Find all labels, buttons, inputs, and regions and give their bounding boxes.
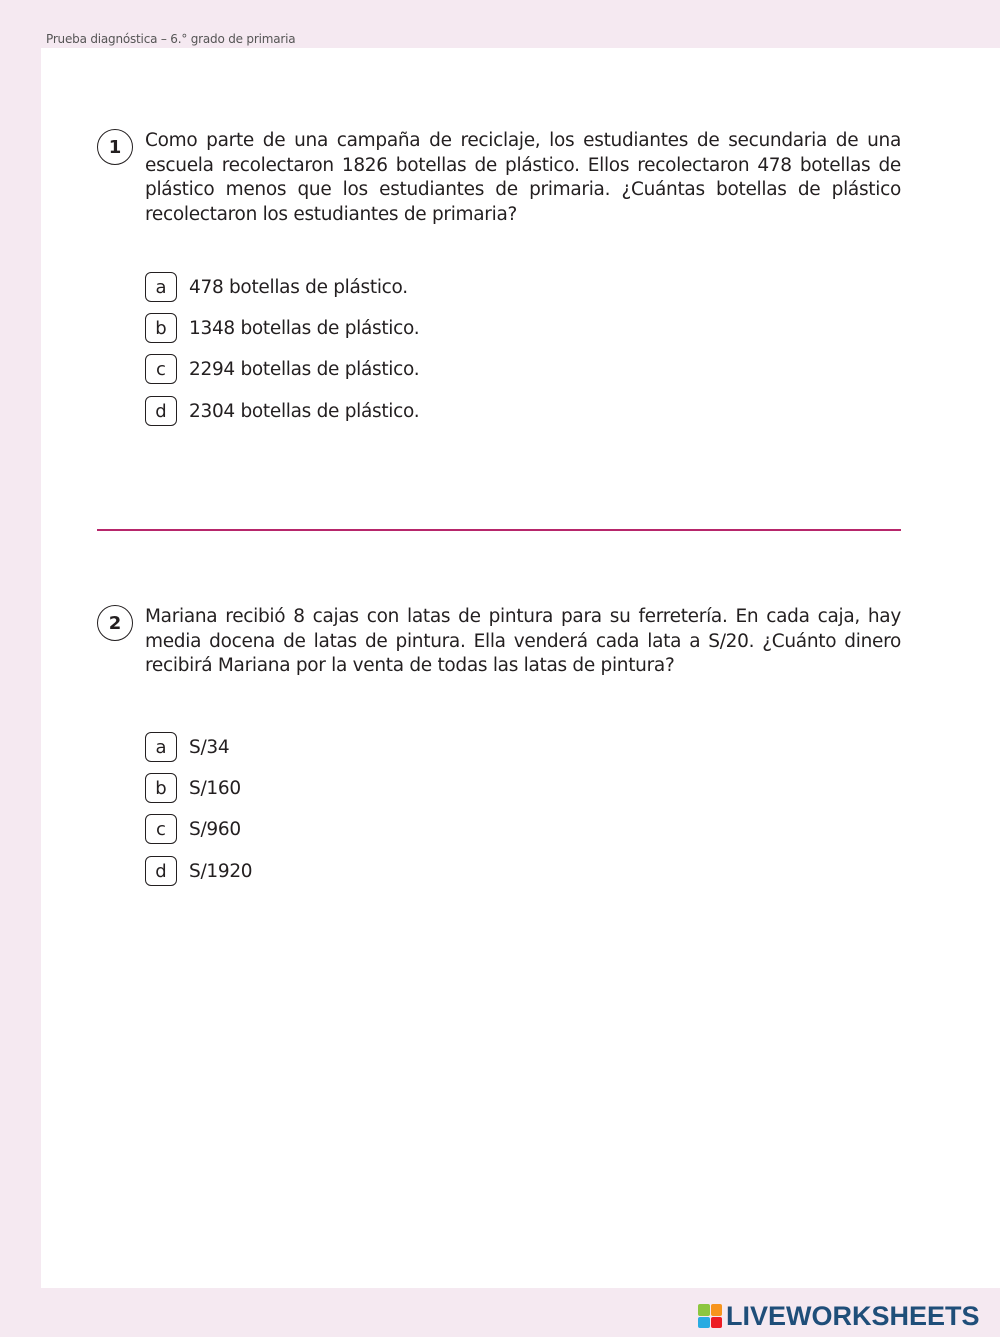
question-text: Mariana recibió 8 cajas con latas de pintura para su ferretería. En cada caja, hay media docena de latas de pintura. Ella venderá cada lata a S/20. ¿Cuánto dinero recibirá Mariana por la venta de todas las latas de pintura?	[145, 606, 901, 677]
liveworksheets-brand[interactable]	[698, 1300, 980, 1332]
question-number-badge: 2	[97, 605, 133, 641]
option-letter[interactable]: c	[145, 354, 177, 384]
option-letter[interactable]: a	[145, 272, 177, 302]
answer-option-a[interactable]	[145, 732, 229, 762]
answer-option-c[interactable]	[145, 814, 241, 844]
option-text: S/34	[189, 736, 230, 758]
option-letter[interactable]: d	[145, 396, 177, 426]
question-text: Como parte de una campaña de reciclaje, los estudiantes de secundaria de una escuela recolectaron 1826 botellas de plástico. Ellos recolectaron 478 botellas de plástico menos que los estudiantes de primaria. ¿Cuántas botellas de plástico recolectaron los estudiantes de primaria?	[145, 130, 901, 225]
option-letter[interactable]: a	[145, 732, 177, 762]
option-letter[interactable]: d	[145, 856, 177, 886]
question-number-badge: 1	[97, 129, 133, 165]
answer-option-c[interactable]	[145, 354, 419, 384]
option-letter[interactable]: c	[145, 814, 177, 844]
option-text: 478 botellas de plástico.	[189, 276, 408, 298]
option-text: 1348 botellas de plástico.	[189, 317, 420, 339]
worksheet-page	[41, 48, 1000, 1288]
option-text: S/960	[189, 818, 241, 840]
answer-option-a[interactable]	[145, 272, 408, 302]
option-text: S/1920	[189, 860, 253, 882]
option-letter[interactable]: b	[145, 773, 177, 803]
answer-option-b[interactable]	[145, 313, 419, 343]
liveworksheets-logo-icon	[698, 1304, 722, 1328]
answer-option-b[interactable]	[145, 773, 241, 803]
document-header: Prueba diagnóstica – 6.° grado de primaria	[46, 32, 296, 46]
answer-option-d[interactable]	[145, 396, 419, 426]
answer-option-d[interactable]	[145, 856, 252, 886]
option-text: 2294 botellas de plástico.	[189, 358, 420, 380]
option-text: S/160	[189, 777, 241, 799]
option-text: 2304 botellas de plástico.	[189, 400, 420, 422]
option-letter[interactable]: b	[145, 313, 177, 343]
section-divider	[97, 529, 901, 531]
brand-name: LIVEWORKSHEETS	[726, 1300, 980, 1331]
